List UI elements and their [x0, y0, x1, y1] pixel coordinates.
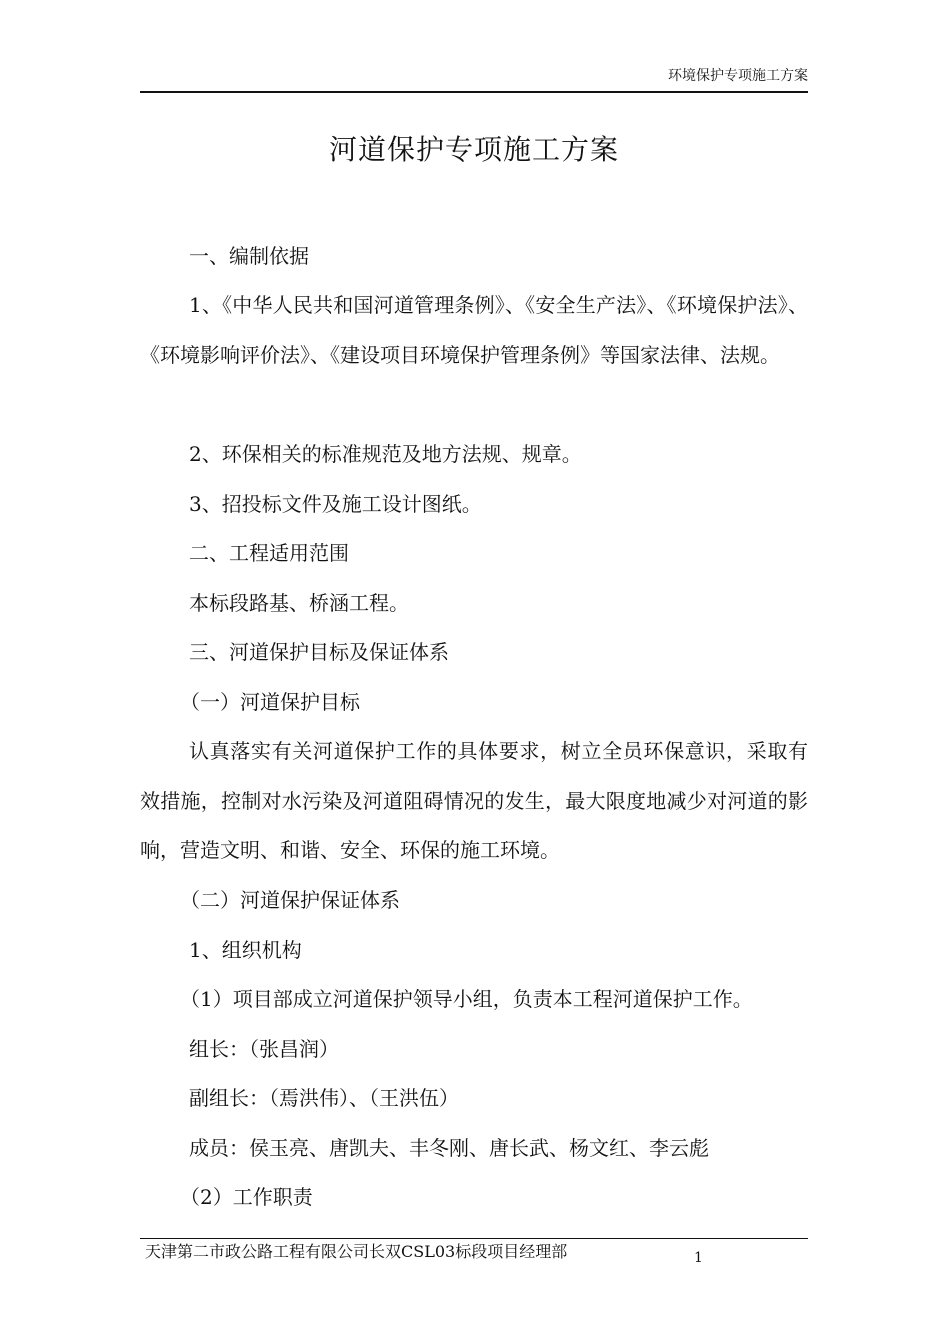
subheading-guarantee-system: （二）河道保护保证体系 — [180, 888, 400, 912]
header-rule — [140, 91, 808, 93]
heading-basis: 一、编制依据 — [189, 244, 309, 268]
footer-rule — [140, 1238, 808, 1239]
goals-text: 认真落实有关河道保护工作的具体要求，树立全员环保意识，采取有效措施，控制对水污染及河道阻碍情况的发生，最大限度地减少对河道的影响，营造文明、和谐、安全、环保的施工环境。 — [140, 739, 808, 862]
group-leader: 组长：（张昌润） — [189, 1037, 339, 1061]
heading-goals-system: 三、河道保护目标及保证体系 — [189, 640, 449, 664]
basis-item-1: 1、《中华人民共和国河道管理条例》、《安全生产法》、《环境保护法》、《环境影响评价法》、《建设项目环境保护管理条例》等国家法律、法规。 — [140, 293, 808, 367]
deputy-leaders: 副组长：（焉洪伟）、（王洪伍） — [189, 1086, 459, 1110]
heading-scope: 二、工程适用范围 — [189, 541, 349, 565]
members: 成员：侯玉亮、唐凯夫、丰冬刚、唐长武、杨文红、李云彪 — [189, 1136, 709, 1160]
page-header: 环境保护专项施工方案 — [668, 68, 808, 84]
subheading-goals: （一）河道保护目标 — [180, 690, 360, 714]
duties-heading: （2）工作职责 — [180, 1185, 313, 1209]
leadership-group-text: （1）项目部成立河道保护领导小组，负责本工程河道保护工作。 — [180, 987, 753, 1011]
basis-item-2: 2、环保相关的标准规范及地方法规、规章。 — [189, 442, 582, 466]
organization-heading: 1、组织机构 — [189, 938, 302, 962]
footer-organization: 天津第二市政公路工程有限公司长双CSL03标段项目经理部 — [145, 1242, 568, 1261]
basis-item-3: 3、招投标文件及施工设计图纸。 — [189, 492, 482, 516]
page-number: 1 — [694, 1250, 703, 1266]
scope-text: 本标段路基、桥涵工程。 — [189, 591, 409, 615]
document-title: 河道保护专项施工方案 — [328, 133, 619, 166]
